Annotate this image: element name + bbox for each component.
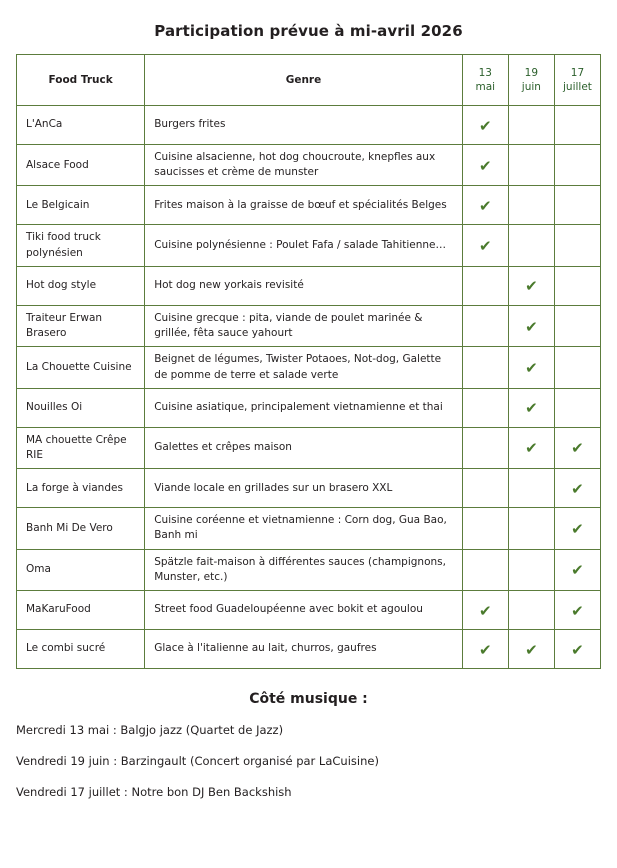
cell-genre: Viande locale en grillades sur un brasero XXL	[145, 469, 463, 508]
cell-food-truck: Banh Mi De Vero	[17, 508, 145, 549]
check-icon: ✔	[479, 116, 492, 135]
cell-food-truck: MaKaruFood	[17, 591, 145, 630]
cell-food-truck: La forge à viandes	[17, 469, 145, 508]
table-body	[17, 106, 601, 669]
table-row	[17, 225, 601, 266]
table-row	[17, 266, 601, 305]
cell-genre: Hot dog new yorkais revisité	[145, 266, 463, 305]
cell-food-truck: L'AnCa	[17, 106, 145, 145]
cell-participation-empty	[508, 106, 554, 145]
music-list	[0, 723, 617, 800]
check-icon: ✔	[571, 561, 584, 580]
cell-participation-empty	[462, 305, 508, 346]
cell-food-truck: Traiteur Erwan Brasero	[17, 305, 145, 346]
music-line: Vendredi 17 juillet : Notre bon DJ Ben Backshish	[16, 784, 292, 799]
cell-participation-empty	[508, 186, 554, 225]
cell-food-truck: Le Belgicain	[17, 186, 145, 225]
cell-food-truck: MA chouette Crêpe RIE	[17, 427, 145, 468]
check-icon: ✔	[479, 196, 492, 215]
cell-participation-checked	[508, 266, 554, 305]
cell-genre: Beignet de légumes, Twister Potaoes, Not-dog, Galette de pomme de terre et salade verte	[145, 347, 463, 388]
table-header-row	[17, 55, 601, 106]
cell-participation-checked	[508, 427, 554, 468]
date-day: 19	[524, 66, 539, 79]
table-row	[17, 106, 601, 145]
table-row	[17, 469, 601, 508]
participation-table	[16, 54, 601, 669]
cell-participation-checked	[462, 186, 508, 225]
cell-participation-empty	[508, 145, 554, 186]
cell-participation-checked	[462, 225, 508, 266]
cell-participation-empty	[554, 266, 600, 305]
cell-participation-checked	[508, 305, 554, 346]
table-row	[17, 388, 601, 427]
check-icon: ✔	[479, 237, 492, 256]
cell-genre: Galettes et crêpes maison	[145, 427, 463, 468]
cell-participation-empty	[462, 347, 508, 388]
music-section-title: Côté musique :	[249, 691, 368, 708]
check-icon: ✔	[571, 439, 584, 458]
cell-food-truck: Tiki food truck polynésien	[17, 225, 145, 266]
cell-participation-checked	[554, 630, 600, 669]
cell-participation-empty	[462, 469, 508, 508]
column-header-date-1	[462, 55, 508, 106]
cell-food-truck: Nouilles Oi	[17, 388, 145, 427]
cell-food-truck: Le combi sucré	[17, 630, 145, 669]
cell-food-truck: Oma	[17, 549, 145, 590]
cell-genre: Glace à l'italienne au lait, churros, gaufres	[145, 630, 463, 669]
check-icon: ✔	[479, 640, 492, 659]
cell-participation-empty	[462, 388, 508, 427]
cell-participation-checked	[462, 591, 508, 630]
cell-participation-empty	[554, 305, 600, 346]
check-icon: ✔	[479, 156, 492, 175]
cell-participation-checked	[554, 549, 600, 590]
cell-participation-checked	[508, 388, 554, 427]
cell-participation-checked	[462, 106, 508, 145]
cell-participation-empty	[508, 591, 554, 630]
check-icon: ✔	[479, 601, 492, 620]
table-header	[17, 55, 601, 106]
table-row	[17, 305, 601, 346]
cell-genre: Spätzle fait-maison à différentes sauces (champignons, Munster, etc.)	[145, 549, 463, 590]
check-icon: ✔	[525, 439, 538, 458]
cell-participation-empty	[462, 508, 508, 549]
check-icon: ✔	[525, 317, 538, 336]
column-header-date-3	[554, 55, 600, 106]
table-row	[17, 591, 601, 630]
check-icon: ✔	[525, 277, 538, 296]
table-row	[17, 347, 601, 388]
cell-participation-empty	[554, 225, 600, 266]
cell-food-truck: Alsace Food	[17, 145, 145, 186]
date-month: juin	[521, 81, 541, 93]
date-day: 17	[570, 66, 585, 79]
cell-participation-checked	[462, 630, 508, 669]
cell-genre: Cuisine asiatique, principalement vietnamienne et thai	[145, 388, 463, 427]
cell-participation-checked	[508, 347, 554, 388]
check-icon: ✔	[571, 519, 584, 538]
cell-participation-checked	[462, 145, 508, 186]
cell-participation-empty	[508, 549, 554, 590]
cell-genre: Cuisine alsacienne, hot dog choucroute, knepfles aux saucisses et crème de munster	[145, 145, 463, 186]
cell-food-truck: Hot dog style	[17, 266, 145, 305]
cell-participation-empty	[462, 549, 508, 590]
table-row	[17, 145, 601, 186]
check-icon: ✔	[525, 359, 538, 378]
date-month: juillet	[563, 81, 592, 93]
cell-food-truck: La Chouette Cuisine	[17, 347, 145, 388]
check-icon: ✔	[571, 479, 584, 498]
cell-participation-checked	[554, 591, 600, 630]
cell-participation-empty	[508, 469, 554, 508]
table-row	[17, 549, 601, 590]
music-line: Vendredi 19 juin : Barzingault (Concert organisé par LaCuisine)	[16, 754, 379, 768]
cell-participation-empty	[554, 347, 600, 388]
cell-participation-empty	[554, 145, 600, 186]
cell-participation-empty	[462, 266, 508, 305]
cell-participation-empty	[554, 388, 600, 427]
table-row	[17, 508, 601, 549]
cell-genre: Cuisine grecque : pita, viande de poulet marinée & grillée, fêta sauce yahourt	[145, 305, 463, 346]
page-title: Participation prévue à mi-avril 2026	[154, 22, 463, 40]
check-icon: ✔	[525, 399, 538, 418]
check-icon: ✔	[571, 640, 584, 659]
document-page	[0, 22, 617, 868]
cell-genre: Cuisine coréenne et vietnamienne : Corn dog, Gua Bao, Banh mi	[145, 508, 463, 549]
column-header-genre: Genre	[145, 55, 463, 106]
table-row	[17, 630, 601, 669]
cell-participation-empty	[508, 508, 554, 549]
date-month: mai	[475, 81, 496, 93]
music-line: Mercredi 13 mai : Balgjo jazz (Quartet de Jazz)	[16, 723, 284, 738]
cell-participation-empty	[554, 106, 600, 145]
cell-participation-checked	[554, 427, 600, 468]
cell-participation-empty	[508, 225, 554, 266]
cell-participation-empty	[554, 186, 600, 225]
cell-participation-checked	[554, 508, 600, 549]
cell-participation-checked	[508, 630, 554, 669]
check-icon: ✔	[525, 640, 538, 659]
check-icon: ✔	[571, 601, 584, 620]
date-day: 13	[478, 66, 492, 79]
table-row	[17, 427, 601, 468]
cell-genre: Burgers frites	[145, 106, 463, 145]
cell-participation-empty	[462, 427, 508, 468]
column-header-date-2	[508, 55, 554, 106]
cell-genre: Cuisine polynésienne : Poulet Fafa / salade Tahitienne…	[145, 225, 463, 266]
cell-genre: Frites maison à la graisse de bœuf et spécialités Belges	[145, 186, 463, 225]
column-header-food-truck: Food Truck	[17, 55, 145, 106]
table-row	[17, 186, 601, 225]
cell-participation-checked	[554, 469, 600, 508]
cell-genre: Street food Guadeloupéenne avec bokit et agoulou	[145, 591, 463, 630]
